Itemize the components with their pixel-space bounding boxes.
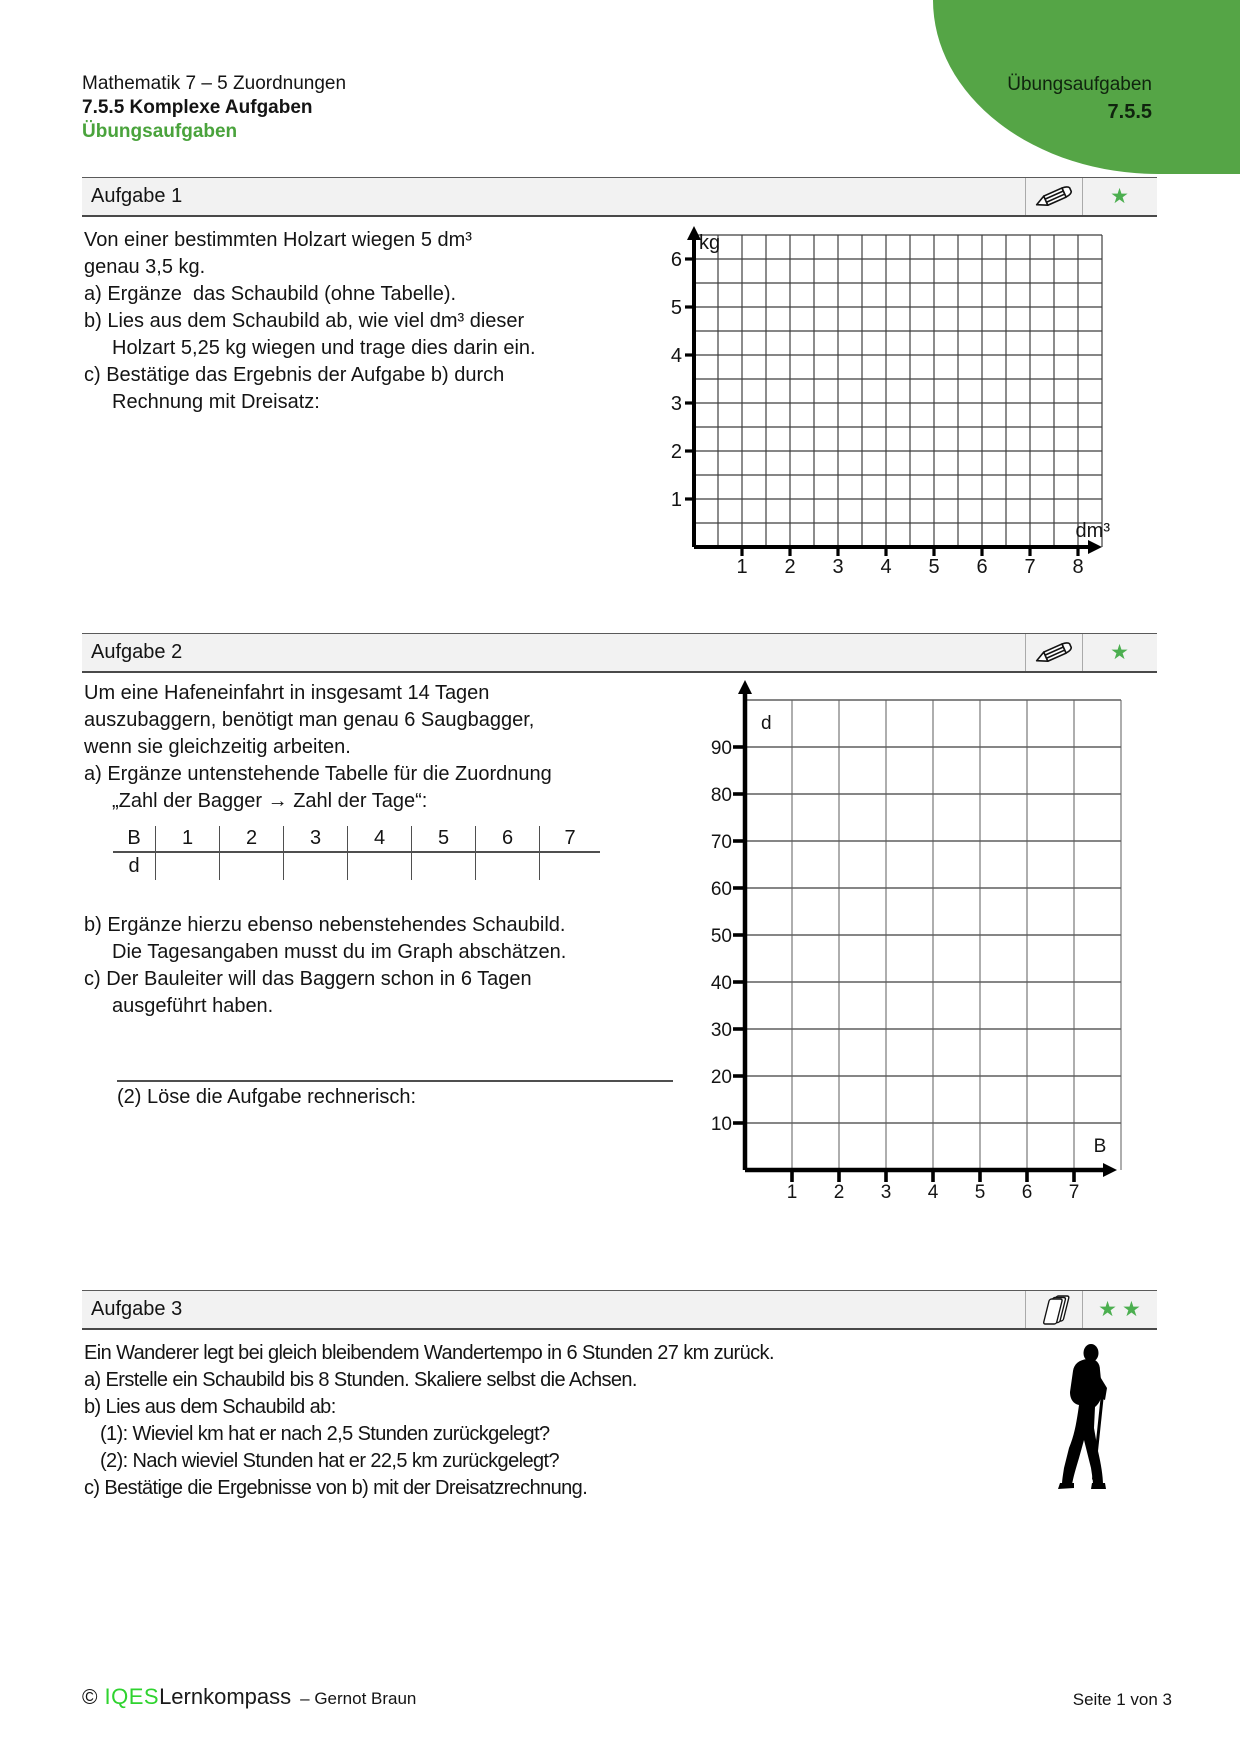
task-text-line: Rechnung mit Dreisatz: — [112, 391, 320, 413]
svg-text:4: 4 — [670, 345, 682, 367]
table-cell: 7 — [539, 826, 600, 853]
task-text-line: b) Lies aus dem Schaubild ab, wie viel dm³ dieser — [84, 310, 525, 332]
task-text-line: a) Erstelle ein Schaubild bis 8 Stunden. Skaliere selbst die Achsen. — [84, 1369, 637, 1391]
task-text-line: auszubaggern, benötigt man genau 6 Saugbagger, — [84, 709, 535, 731]
task-text-line: wenn sie gleichzeitig arbeiten. — [84, 736, 351, 758]
svg-text:dm³: dm³ — [1075, 520, 1110, 542]
svg-text:10: 10 — [710, 1114, 732, 1135]
task2-intro-text — [84, 680, 644, 815]
svg-text:2: 2 — [833, 1182, 845, 1203]
svg-text:kg: kg — [699, 232, 721, 254]
svg-text:6: 6 — [1021, 1182, 1033, 1203]
task-title: Aufgabe 3 — [91, 1298, 183, 1320]
svg-text:6: 6 — [670, 249, 682, 271]
table-row-label: d — [128, 855, 140, 877]
weight-volume-grid-chart — [596, 196, 1144, 588]
task3-text — [84, 1340, 1044, 1502]
table-cell: 4 — [347, 826, 411, 853]
page-indicator: Seite 1 von 3 — [1072, 1690, 1172, 1709]
svg-text:d: d — [761, 713, 772, 734]
task-text-line: a) Ergänze das Schaubild (ohne Tabelle). — [84, 283, 457, 305]
task-header-aufgabe-3 — [82, 1290, 1157, 1330]
table-cell — [219, 853, 283, 880]
svg-text:5: 5 — [928, 556, 940, 578]
task-title: Aufgabe 2 — [91, 641, 183, 663]
bagger-tage-table — [113, 826, 600, 880]
booklet-icon — [1025, 1291, 1082, 1328]
task-text-line: Holzart 5,25 kg wiegen und trage dies darin ein. — [112, 337, 536, 359]
svg-text:4: 4 — [927, 1182, 939, 1203]
svg-text:2: 2 — [784, 556, 796, 578]
table-cell — [347, 853, 411, 880]
task-text-line: a) Ergänze untenstehende Tabelle für die Zuordnung — [84, 763, 552, 785]
task-text-line: „Zahl der Bagger → Zahl der Tage“: — [112, 790, 428, 812]
svg-text:6: 6 — [976, 556, 988, 578]
svg-text:3: 3 — [832, 556, 844, 578]
task-text-line: genau 3,5 kg. — [84, 256, 206, 278]
svg-text:20: 20 — [710, 1067, 732, 1088]
table-cell: 3 — [283, 826, 347, 853]
difficulty-stars: ★ — [1082, 178, 1157, 215]
task2-answer-prompt: (2) Löse die Aufgabe rechnerisch: — [117, 1086, 417, 1108]
header-course: Mathematik 7 – 5 Zuordnungen — [82, 73, 347, 94]
table-cell — [539, 853, 600, 880]
corner-badge — [1007, 74, 1152, 124]
table-cell: 2 — [219, 826, 283, 853]
svg-text:1: 1 — [736, 556, 748, 578]
task2-bc-text — [84, 912, 644, 1020]
corner-badge-label: Übungsaufgaben — [1007, 74, 1152, 95]
svg-text:1: 1 — [786, 1182, 798, 1203]
task-text-line: c) Bestätige das Ergebnis der Aufgabe b) durch — [84, 364, 505, 386]
svg-text:50: 50 — [710, 926, 732, 947]
header-chapter: 7.5.5 Komplexe Aufgaben — [82, 97, 313, 118]
task-text-line: b) Ergänze hierzu ebenso nebenstehendes Schaubild. — [84, 914, 566, 936]
footer-brand — [82, 1684, 416, 1710]
brand-iqes: IQES — [104, 1684, 160, 1709]
svg-text:90: 90 — [710, 738, 732, 759]
svg-text:8: 8 — [1072, 556, 1084, 578]
brand-lernkompass: Lernkompass — [159, 1684, 292, 1709]
task-text-line: (2): Nach wieviel Stunden hat er 22,5 km zurückgelegt? — [100, 1450, 559, 1472]
footer-author: – Gernot Braun — [300, 1689, 417, 1708]
svg-text:5: 5 — [974, 1182, 986, 1203]
task-text-line: Um eine Hafeneinfahrt in insgesamt 14 Tagen — [84, 682, 490, 704]
task-text-line: Die Tagesangaben musst du im Graph abschätzen. — [112, 941, 567, 963]
svg-text:5: 5 — [670, 297, 682, 319]
svg-text:40: 40 — [710, 973, 732, 994]
svg-text:3: 3 — [670, 393, 682, 415]
header-subtitle: Übungsaufgaben — [82, 121, 238, 142]
doc-header — [82, 72, 346, 144]
hiker-silhouette-image — [1050, 1340, 1118, 1497]
table-cell — [475, 853, 539, 880]
table-cell: 6 — [475, 826, 539, 853]
task-text-line: (1): Wieviel km hat er nach 2,5 Stunden zurückgelegt? — [100, 1423, 550, 1445]
task-text-line: Ein Wanderer legt bei gleich bleibendem Wandertempo in 6 Stunden 27 km zurück. — [84, 1342, 774, 1364]
difficulty-stars: ★★ — [1082, 1291, 1157, 1328]
table-cell — [155, 853, 219, 880]
table-cell: 1 — [155, 826, 219, 853]
svg-text:2: 2 — [670, 441, 682, 463]
difficulty-stars: ★ — [1082, 634, 1157, 671]
answer-writing-line — [117, 1080, 673, 1082]
svg-text:4: 4 — [880, 556, 892, 578]
table-cell: 5 — [411, 826, 475, 853]
dredger-days-grid-chart — [640, 628, 1200, 1228]
svg-text:70: 70 — [710, 832, 732, 853]
table-cell — [283, 853, 347, 880]
svg-text:7: 7 — [1024, 556, 1036, 578]
svg-text:3: 3 — [880, 1182, 892, 1203]
svg-text:80: 80 — [710, 785, 732, 806]
svg-text:1: 1 — [670, 489, 682, 511]
table-cell — [411, 853, 475, 880]
svg-text:60: 60 — [710, 879, 732, 900]
svg-text:7: 7 — [1068, 1182, 1080, 1203]
task-text-line: Von einer bestimmten Holzart wiegen 5 dm³ — [84, 229, 472, 251]
task-text-line: b) Lies aus dem Schaubild ab: — [84, 1396, 336, 1418]
svg-text:B: B — [1093, 1136, 1107, 1157]
task1-text — [84, 227, 604, 416]
task-text-line: ausgeführt haben. — [112, 995, 274, 1017]
task-title: Aufgabe 1 — [91, 185, 183, 207]
copyright-symbol: © — [82, 1686, 98, 1709]
corner-badge-code: 7.5.5 — [1107, 101, 1152, 123]
task-text-line: c) Bestätige die Ergebnisse von b) mit der Dreisatzrechnung. — [84, 1477, 588, 1499]
table-row-label: B — [113, 826, 155, 853]
task-text-line: c) Der Bauleiter will das Baggern schon in 6 Tagen — [84, 968, 532, 990]
svg-text:30: 30 — [710, 1020, 732, 1041]
